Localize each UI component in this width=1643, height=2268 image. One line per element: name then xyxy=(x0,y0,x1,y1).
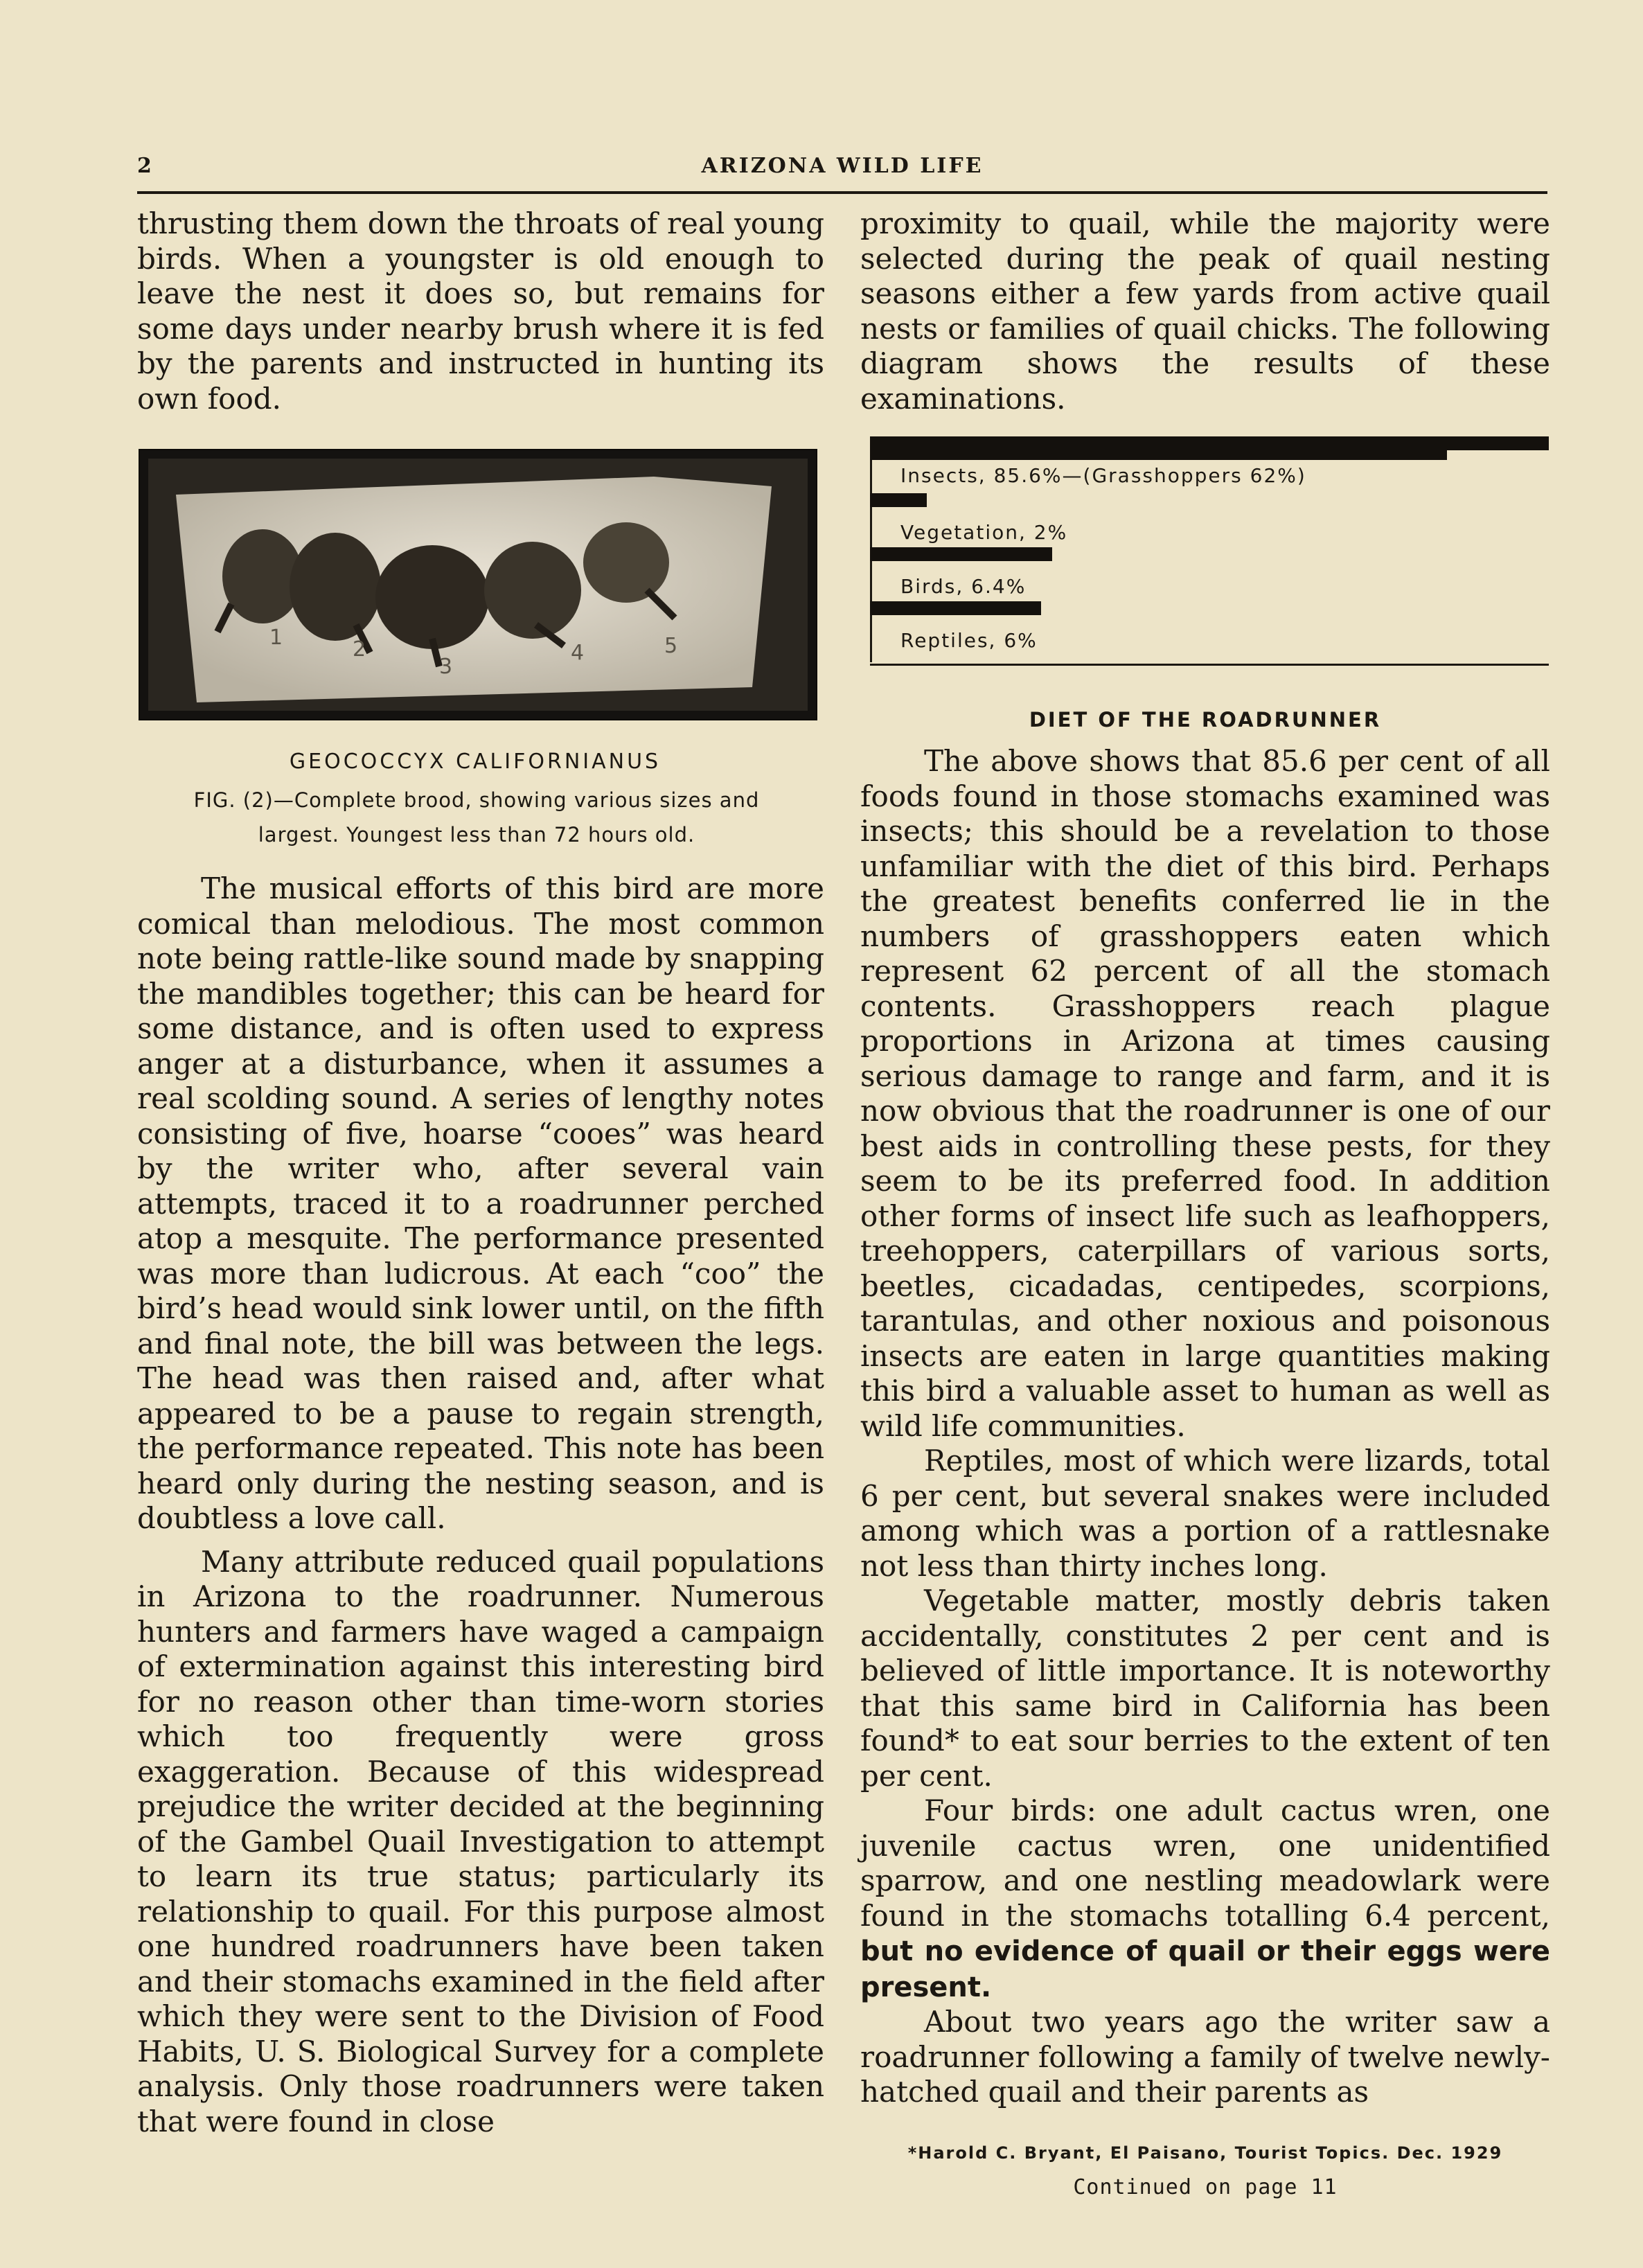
photo-number-5: 5 xyxy=(664,634,678,658)
four-birds-text: Four birds: one adult cactus wren, one juvenile cactus wren, one unidentified sparrow, and one nestling meadowlark were found in the stomachs totalling 6.4 percent, xyxy=(860,1793,1550,1933)
bar-birds xyxy=(870,547,1052,561)
vegetable-paragraph: Vegetable matter, mostly debris taken accidentally, constitutes 2 per cent and is believed of little importance. It is noteworthy that this same bird in California has been found* to eat sour berries to the extent of ten per cent. xyxy=(860,1584,1550,1793)
left-column-intro xyxy=(137,206,824,416)
photo-caption-line-2: largest. Youngest less than 72 hours old. xyxy=(258,823,695,847)
bar-insects xyxy=(870,436,1549,450)
photo-caption xyxy=(137,783,816,852)
publication-title: ARIZONA WILD LIFE xyxy=(701,154,984,178)
reptiles-paragraph: Reptiles, most of which were lizards, total 6 per cent, but several snakes were included among which was a portion of a rattlesnake not less than thirty inches long. xyxy=(860,1444,1550,1583)
photo-number-2: 2 xyxy=(353,637,366,662)
photo-number-3: 3 xyxy=(439,655,453,679)
photo-number-4: 4 xyxy=(571,641,585,665)
chart-baseline xyxy=(870,664,1549,666)
label-vegetation: Vegetation, 2% xyxy=(900,521,1068,544)
left-intro-paragraph: thrusting them down the throats of real young birds. When a youngster is old enough to leave the nest it does so, but remains for some days under nearby brush where it is fed by the parents and instructed in hunting its own food. xyxy=(137,206,824,416)
photo-caption-line-1: FIG. (2)—Complete brood, showing various sizes and xyxy=(193,788,760,812)
continued-notice: Continued on page 11 xyxy=(1073,2175,1338,2199)
four-birds-paragraph xyxy=(860,1793,1550,2005)
photo-caption-title: GEOCOCCYX CALIFORNIANUS xyxy=(289,750,661,774)
right-column-body xyxy=(860,744,1550,2110)
photo-number-1: 1 xyxy=(269,626,283,650)
no-quail-evidence-text: but no evidence of quail or their eggs were present. xyxy=(860,1935,1550,2003)
label-reptiles: Reptiles, 6% xyxy=(900,629,1038,652)
musical-efforts-paragraph: The musical efforts of this bird are more comical than melodious. The most common note being rattle-like sound made by snapping the mandibles together; this can be heard for some distance, and is often used to express anger at a disturbance, when it assumes a real scolding sound. A series of lengthy notes consisting of five, hoarse “cooes” was heard by the writer who, after several vain attempts, traced it to a roadrunner perched atop a mesquite. The performance presented was more than ludicrous. At each “coo” the bird’s head would sink lower until, on the fifth and final note, the bill was between the legs. The head was then raised and, after what appeared to be a pause to regain strength, the performance repeated. This note has been heard only during the nesting season, and is doubtless a love call. xyxy=(137,871,824,1535)
bar-reptiles xyxy=(870,601,1041,615)
footnote: *Harold C. Bryant, El Paisano, Tourist Topics. Dec. 1929 xyxy=(907,2143,1503,2163)
right-intro-paragraph: proximity to quail, while the majority were selected during the peak of quail nesting seasons either a few yards from active quail nests or families of quail chicks. The following diagram shows the results of these examinations. xyxy=(860,206,1550,416)
two-years-paragraph: About two years ago the writer saw a roadrunner following a family of twelve newly-hatched quail and their parents as xyxy=(860,2005,1550,2109)
brood-photo xyxy=(139,449,817,720)
header-rule xyxy=(137,191,1547,194)
page-number: 2 xyxy=(137,154,152,178)
diet-bar-chart xyxy=(870,436,1549,669)
bar-insects-grasshoppers xyxy=(870,450,1447,460)
right-column-intro xyxy=(860,206,1550,416)
left-column-body xyxy=(137,871,824,2139)
bar-vegetation xyxy=(870,493,927,507)
label-birds: Birds, 6.4% xyxy=(900,575,1027,598)
quail-populations-paragraph: Many attribute reduced quail populations in Arizona to the roadrunner. Numerous hunters and farmers have waged a campaign of extermination against this interesting bird for no reason other than time-worn stories which too frequently were gross exaggeration. Because of this widespread prejudice the writer decided at the beginning of the Gambel Quail Investigation to attempt to learn its true status; particularly its relationship to quail. For this purpose almost one hundred roadrunners have been taken and their stomachs examined in the field after which they were sent to the Division of Food Habits, U. S. Biological Survey for a complete analysis. Only those roadrunners were taken that were found in close xyxy=(137,1544,824,2138)
photo-illustration xyxy=(148,459,808,711)
section-heading: DIET OF THE ROADRUNNER xyxy=(1029,708,1382,732)
label-insects: Insects, 85.6%—(Grasshoppers 62%) xyxy=(900,464,1306,487)
insects-paragraph: The above shows that 85.6 per cent of all foods found in those stomachs examined was insects; this should be a revelation to those unfamiliar with the diet of this bird. Perhaps the greatest benefits conferred lie in the numbers of grasshoppers eaten which represent 62 percent of all the stomach contents. Grasshoppers reach plague proportions in Arizona at times causing serious damage to range and farm, and it is now obvious that the roadrunner is one of our best aids in controlling these pests, for they seem to be its preferred food. In addition other forms of insect life such as leafhoppers, treehoppers, caterpillars of various sorts, beetles, cicadadas, centipedes, scorpions, tarantulas, and other noxious and poisonous insects are eaten in large quantities making this bird a valuable asset to human as well as wild life communities. xyxy=(860,744,1550,1443)
page-header xyxy=(137,151,1547,193)
